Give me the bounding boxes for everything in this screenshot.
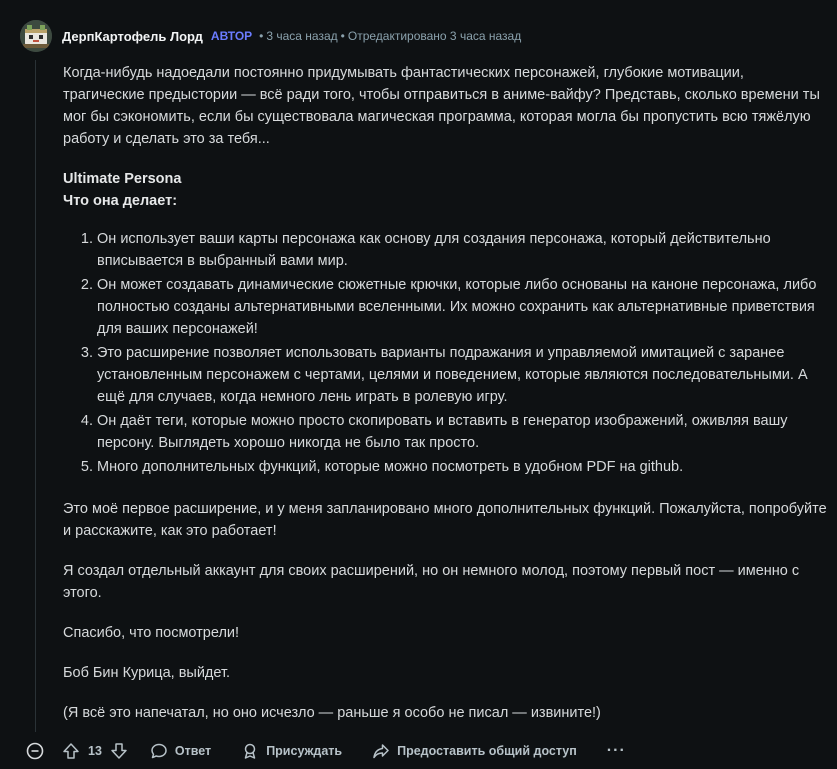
award-ribbon-icon [241, 742, 259, 760]
meta-separator: • [340, 29, 345, 43]
list-item: 4. Он даёт теги, которые можно просто скопировать и вставить в генератор изображений, оживляя вашу персону. Выглядеть хорошо никогда не было так просто. [97, 410, 827, 454]
features-heading: Что она делает: [63, 193, 178, 209]
thread-line[interactable] [35, 60, 36, 732]
comment-meta [256, 29, 521, 43]
more-options-button[interactable] [607, 742, 626, 760]
award-label: Присуждать [266, 744, 343, 758]
paragraph-new-account: Я создал отдельный аккаунт для своих расширений, но он немного молод, поэтому первый пост — именно с этого. [63, 563, 800, 601]
reply-button[interactable] [150, 742, 211, 760]
author-name[interactable]: ДерпКартофель Лорд [62, 28, 203, 44]
share-label: Предоставить общий доступ [397, 744, 577, 758]
extension-title: Ultimate Persona [63, 171, 182, 187]
list-item: 1. Он использует ваши карты персонажа как основу для создания персонажа, который действительно вписывается в выбранный вами мир. [97, 228, 827, 272]
award-button[interactable] [241, 742, 342, 760]
vote-score: 13 [88, 744, 102, 758]
share-button[interactable] [372, 742, 577, 760]
feature-heading [63, 168, 827, 212]
feature-list [63, 228, 827, 478]
downvote-arrow-icon [110, 742, 128, 760]
paragraph-signoff: Боб Бин Курица, выйдет. [63, 665, 231, 681]
posted-time: 3 часа назад [266, 29, 338, 43]
more-dots-icon: ··· [606, 742, 626, 759]
speech-bubble-icon [150, 742, 168, 760]
comment-header [20, 19, 521, 53]
collapse-button[interactable] [26, 742, 44, 760]
reply-label: Ответ [174, 744, 212, 758]
comment-actions [26, 739, 626, 763]
paragraph-thanks: Спасибо, что посмотрели! [63, 625, 240, 641]
list-item: 3. Это расширение позволяет использовать варианты подражания и управляемой имитацией с заранее установленным персонажем с чертами, целями и поведением, которые являются последовательными. А ещё для случаев, когда немного лень играть в ролевую игру. [97, 342, 827, 408]
paragraph-first-extension: Это моё первое расширение, и у меня запланировано много дополнительных функций. Пожалуйста, попробуйте и расскажите, как это работает! [63, 501, 827, 539]
upvote-button[interactable] [62, 742, 80, 760]
comment-body [63, 62, 827, 742]
avatar-image [20, 20, 52, 52]
edited-time: Отредактировано 3 часа назад [347, 29, 522, 43]
downvote-button[interactable] [110, 742, 128, 760]
op-badge: АВТОР [210, 29, 253, 43]
list-item: 5. Много дополнительных функций, которые можно посмотреть в удобном PDF на github. [97, 456, 827, 478]
upvote-arrow-icon [62, 742, 80, 760]
vote-controls [62, 742, 128, 760]
avatar[interactable] [20, 20, 52, 52]
list-item: 2. Он может создавать динамические сюжетные крючки, которые либо основаны на каноне персонажа, либо полностью созданы альтернативными вселенными. Их можно сохранить как альтернативные приветствия для ваших персонажей! [97, 274, 827, 340]
meta-separator: • [259, 29, 264, 43]
paragraph-apology: (Я всё это напечатал, но оно исчезло — раньше я особо не писал — извините!) [63, 705, 601, 721]
share-arrow-icon [372, 742, 390, 760]
intro-paragraph: Когда-нибудь надоедали постоянно придумывать фантастических персонажей, глубокие мотивации, трагические предыстории — всё ради того, чтобы отправиться в аниме-вайфу? Представь, сколько времени ты мог бы сэкономить, если бы существовала магическая программа, которая могла бы пропустить всю тяжёлую работу и сделать это за тебя... [63, 65, 820, 147]
collapse-minus-icon [26, 742, 44, 760]
